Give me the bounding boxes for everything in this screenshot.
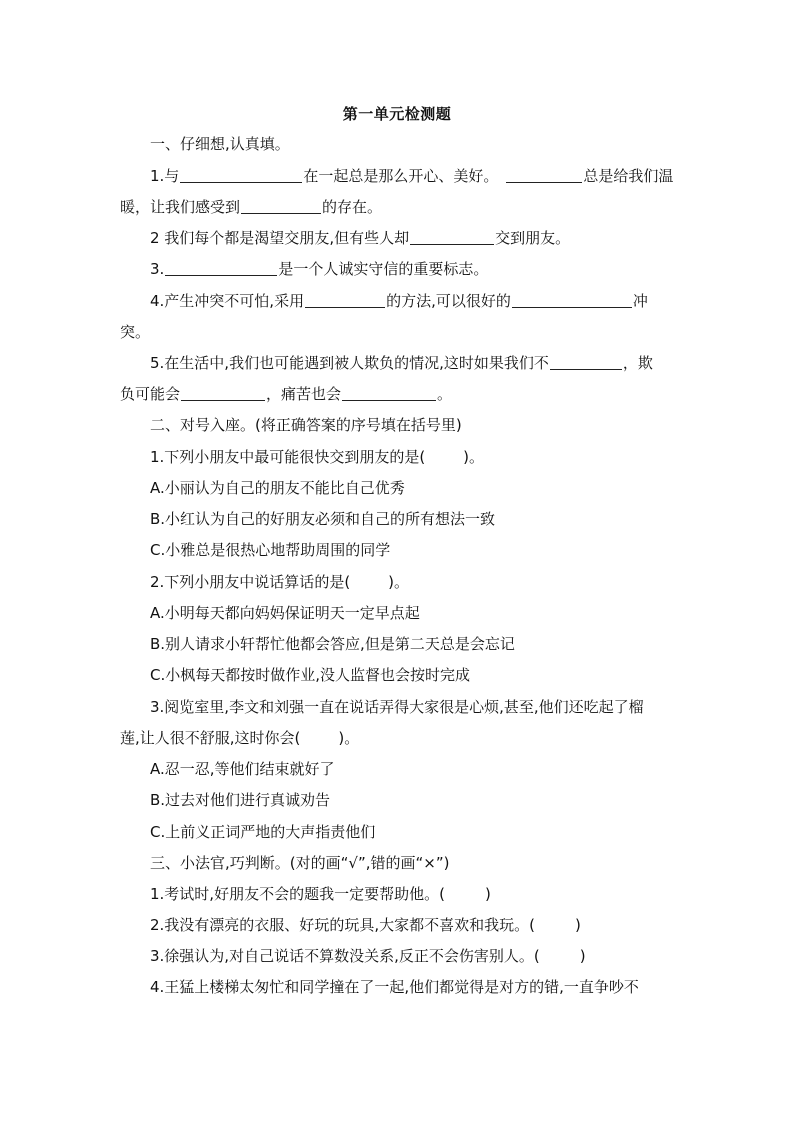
choice-question-3-stem-line-2: 莲,让人很不舒服,这时你会( )。 xyxy=(120,729,360,747)
choice-option[interactable]: B.小红认为自己的好朋友必须和自己的所有想法一致 xyxy=(150,510,496,528)
judge-item-2: 2.我没有漂亮的衣服、好玩的玩具,大家都不喜欢和我玩。( ) xyxy=(150,916,581,934)
fill-question-1-line-2: 暖，让我们感受到 的存在。 xyxy=(120,198,383,216)
choice-option[interactable]: A.小丽认为自己的朋友不能比自己优秀 xyxy=(150,479,405,497)
fill-question-5-line-2: 负可能会 ，痛苦也会 。 xyxy=(120,385,453,403)
choice-question-3-stem-line-1: 3.阅览室里,李文和刘强一直在说话弄得大家很是心烦,甚至,他们还吃起了榴 xyxy=(150,698,644,716)
choice-question-1-stem: 1.下列小朋友中最可能很快交到朋友的是( )。 xyxy=(150,448,485,466)
choice-option[interactable]: C.小枫每天都按时做作业,没人监督也会按时完成 xyxy=(150,666,471,684)
fill-question-3: 3. 是一个人诚实守信的重要标志。 xyxy=(150,260,489,278)
fill-question-2: 2 我们每个都是渴望交朋友,但有些人却 交到朋友。 xyxy=(150,229,571,247)
choice-option[interactable]: C.上前义正词严地的大声指责他们 xyxy=(150,823,376,841)
choice-option[interactable]: A.小明每天都向妈妈保证明天一定早点起 xyxy=(150,604,420,622)
choice-option[interactable]: C.小雅总是很热心地帮助周围的同学 xyxy=(150,541,391,559)
answer-blank[interactable] xyxy=(410,228,494,245)
choice-option[interactable]: B.别人请求小轩帮忙他都会答应,但是第二天总是会忘记 xyxy=(150,635,515,653)
answer-blank[interactable] xyxy=(506,166,582,183)
answer-blank[interactable] xyxy=(241,197,321,214)
answer-blank[interactable] xyxy=(181,384,265,401)
answer-blank[interactable] xyxy=(342,384,436,401)
choice-option[interactable]: B.过去对他们进行真诚劝告 xyxy=(150,791,331,809)
section-3-heading: 三、小法官,巧判断。(对的画“√”,错的画“×”) xyxy=(150,854,450,872)
section-2-heading: 二、对号入座。(将正确答案的序号填在括号里) xyxy=(150,416,462,434)
choice-option[interactable]: A.忍一忍,等他们结束就好了 xyxy=(150,760,335,778)
fill-question-5-line-1: 5.在生活中,我们也可能遇到被人欺负的情况,这时如果我们不 ，欺 xyxy=(150,354,653,372)
fill-question-4-line-2: 突。 xyxy=(120,323,151,341)
choice-question-2-stem: 2.下列小朋友中说话算话的是( )。 xyxy=(150,573,410,591)
answer-blank[interactable] xyxy=(305,291,385,308)
judge-item-1: 1.考试时,好朋友不会的题我一定要帮助他。( ) xyxy=(150,885,491,903)
judge-item-3: 3.徐强认为,对自己说话不算数没关系,反正不会伤害别人。( ) xyxy=(150,947,586,965)
fill-question-4-line-1: 4.产生冲突不可怕,采用 的方法,可以很好的 冲 xyxy=(150,292,648,310)
fill-question-1-line-1: 1.与 在一起总是那么开心、美好。 总是给我们温 xyxy=(150,167,674,185)
section-1-heading: 一、仔细想,认真填。 xyxy=(150,135,290,153)
judge-item-4: 4.王猛上楼梯太匆忙和同学撞在了一起,他们都觉得是对方的错,一直争吵不 xyxy=(150,978,639,996)
answer-blank[interactable] xyxy=(165,259,277,276)
answer-blank[interactable] xyxy=(550,353,622,370)
answer-blank[interactable] xyxy=(180,166,302,183)
answer-blank[interactable] xyxy=(512,291,632,308)
page-title: 第一单元检测题 xyxy=(342,105,452,123)
